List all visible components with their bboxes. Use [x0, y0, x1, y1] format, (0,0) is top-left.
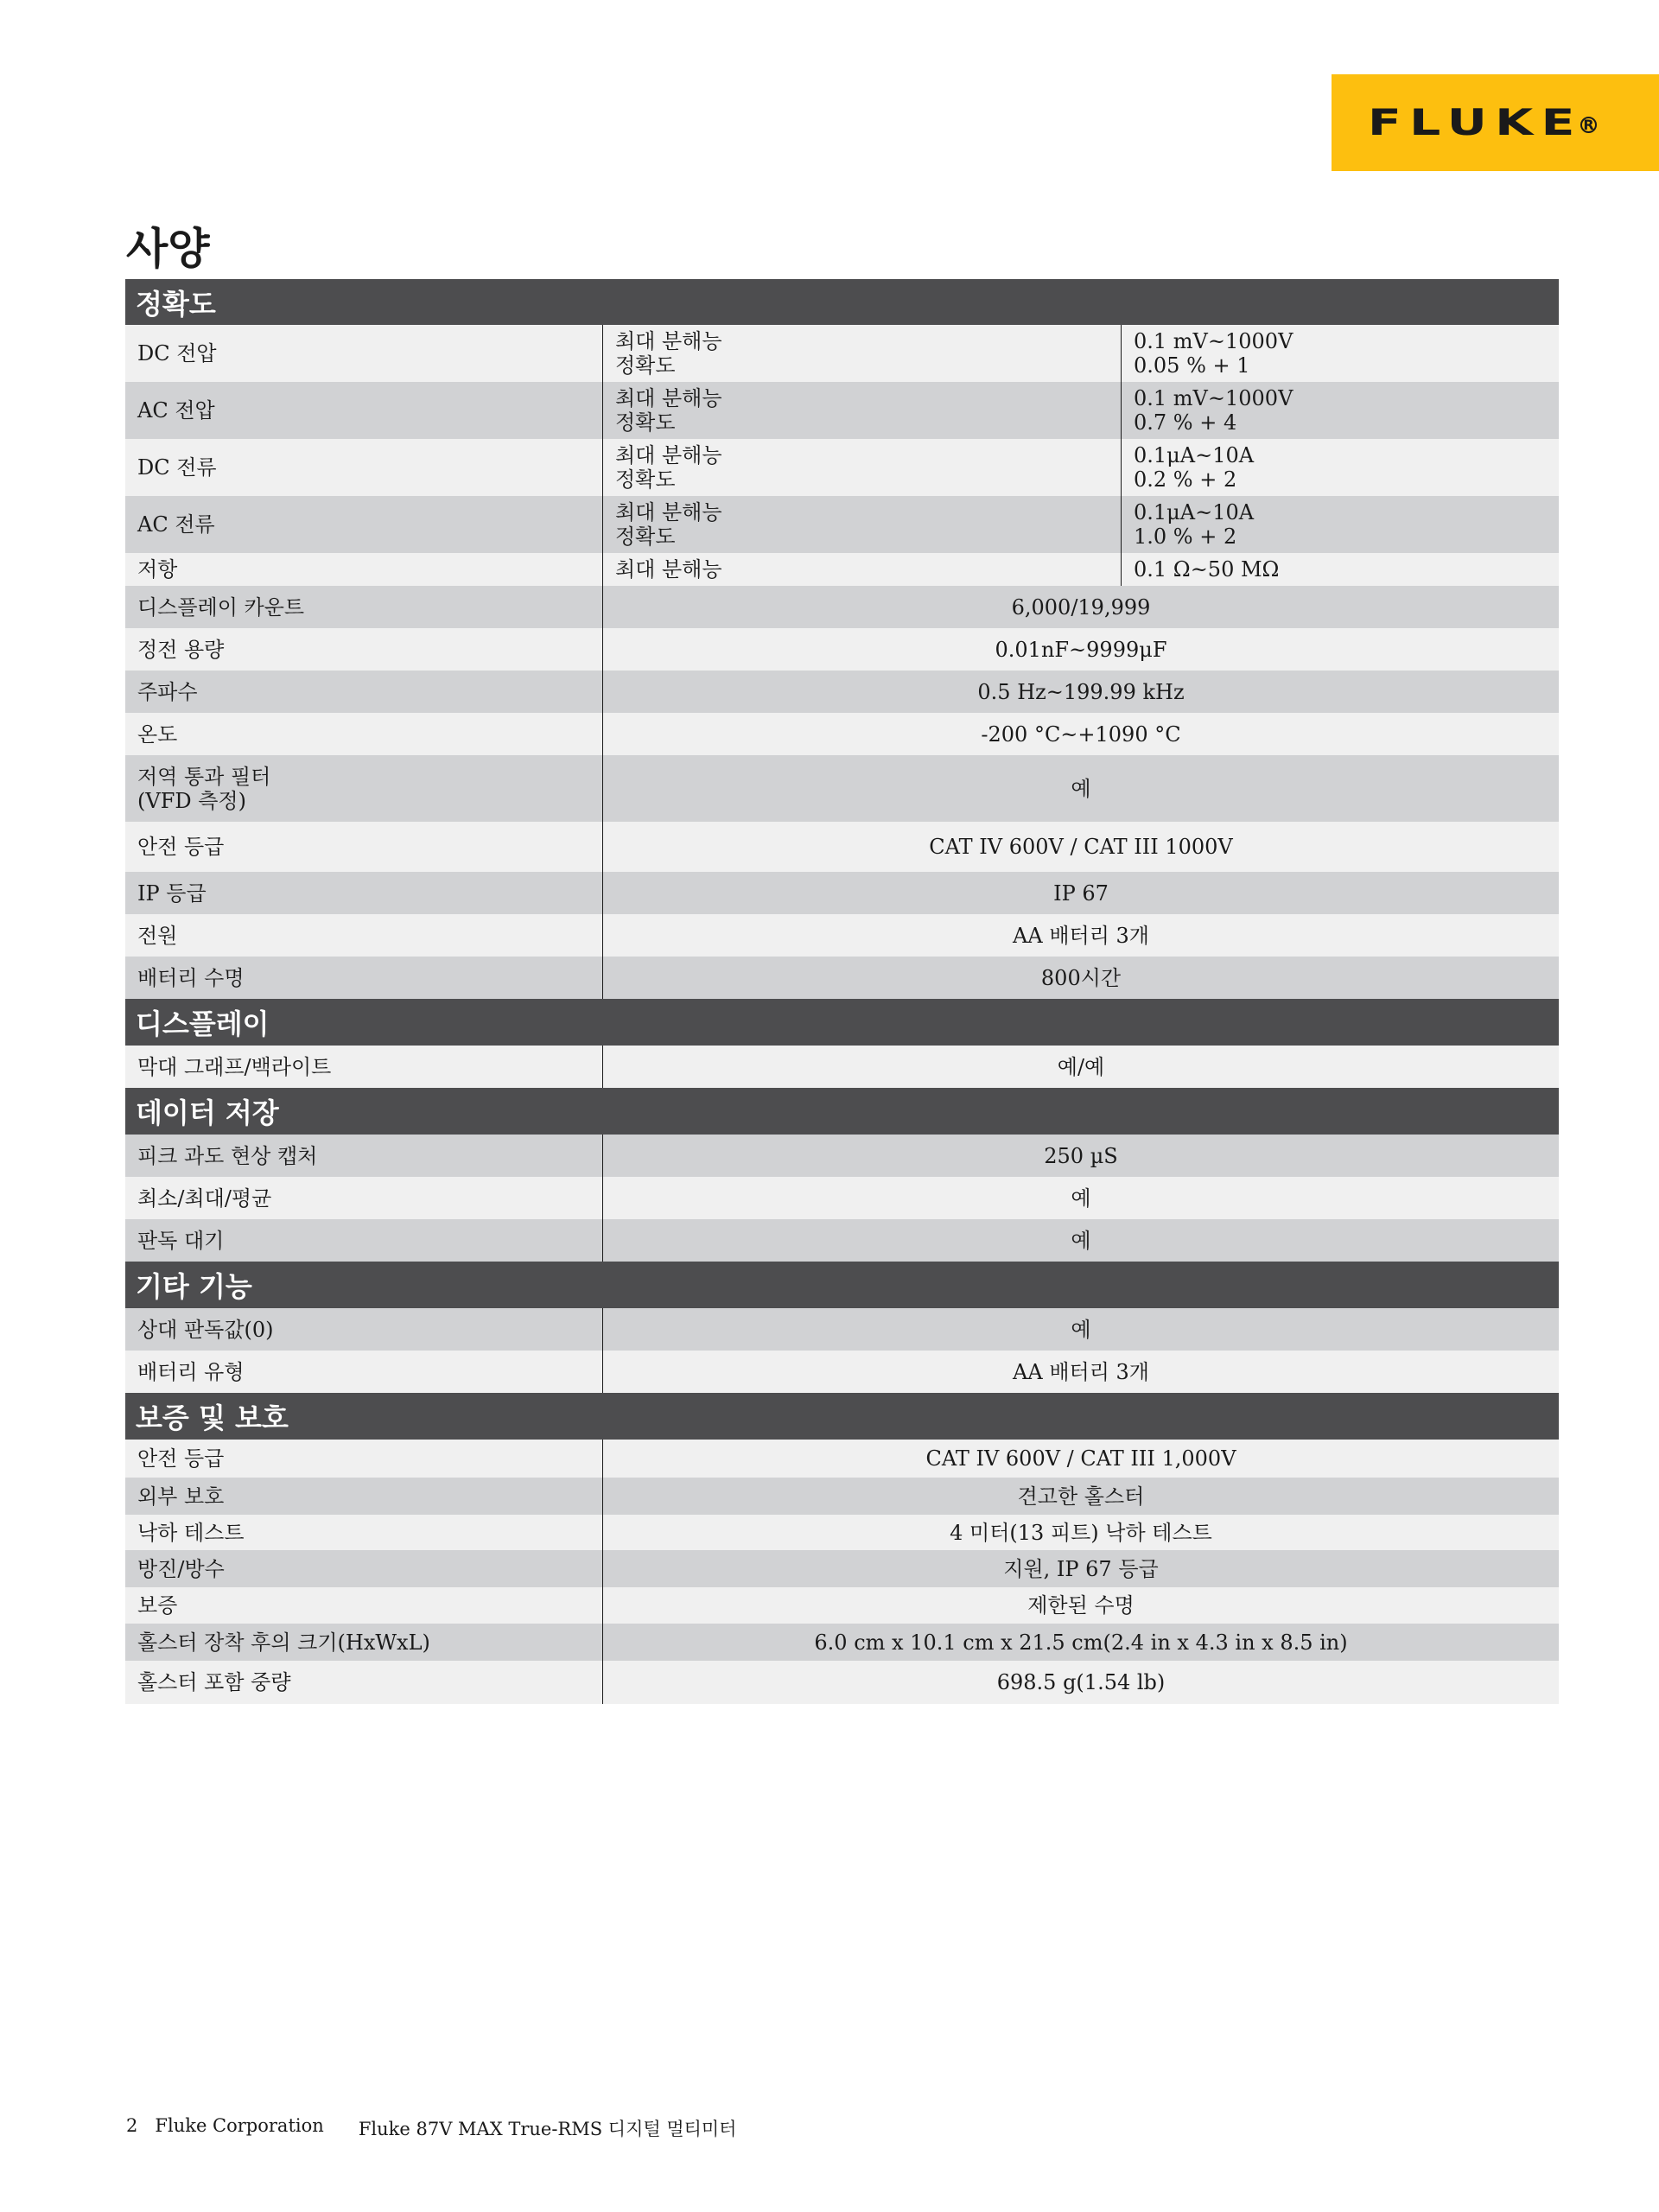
table-row	[125, 1440, 1559, 1478]
sub-label: 정확도	[615, 467, 676, 492]
brand-name: FLUKE	[1368, 101, 1583, 143]
table-row	[125, 755, 1559, 822]
table-row	[125, 439, 1559, 496]
table-row	[125, 586, 1559, 628]
row-label-line: (VFD 측정)	[137, 788, 246, 813]
table-row	[125, 496, 1559, 553]
row-value: 제한된 수명	[1027, 1593, 1135, 1618]
table-row	[125, 553, 1559, 586]
sub-label: 정확도	[615, 353, 676, 378]
row-label: AC 전압	[125, 382, 603, 439]
section-header-data-storage: 데이터 저장	[125, 1088, 1559, 1135]
row-sublabels	[603, 439, 1122, 496]
row-value: AA 배터리 3개	[1013, 1359, 1149, 1384]
footer-company: Fluke Corporation	[155, 2115, 324, 2136]
row-sublabels	[603, 553, 1122, 586]
row-label: 보증	[125, 1587, 603, 1624]
table-row	[125, 822, 1559, 872]
table-row	[125, 1624, 1559, 1661]
row-value: 예	[1071, 1317, 1091, 1342]
row-label: 배터리 유형	[125, 1351, 603, 1393]
table-row	[125, 325, 1559, 382]
section-header-accuracy: 정확도	[125, 279, 1559, 325]
sub-value: 0.1μA~10A	[1134, 500, 1255, 524]
table-row	[125, 1135, 1559, 1177]
page-title: 사양	[126, 224, 210, 274]
row-value: AA 배터리 3개	[1013, 923, 1149, 948]
row-label: 배터리 수명	[125, 957, 603, 999]
table-row	[125, 1515, 1559, 1550]
row-value: 예	[1071, 1228, 1091, 1253]
sub-value: 1.0 % + 2	[1134, 524, 1237, 549]
row-label: DC 전압	[125, 325, 603, 382]
row-value: 800시간	[1040, 965, 1122, 990]
row-value: 예/예	[1057, 1054, 1105, 1079]
row-label: 홀스터 장착 후의 크기(HxWxL)	[125, 1624, 603, 1661]
row-values	[1122, 553, 1559, 586]
row-value: 6,000/19,999	[1011, 594, 1151, 620]
table-row	[125, 1351, 1559, 1393]
row-sublabels	[603, 382, 1122, 439]
table-row	[125, 1661, 1559, 1704]
table-row	[125, 914, 1559, 957]
row-value: 예	[1071, 776, 1091, 801]
row-label: 상대 판독값(0)	[125, 1308, 603, 1351]
row-value: 4 미터(13 피트) 낙하 테스트	[950, 1520, 1212, 1545]
sub-value: 0.2 % + 2	[1134, 467, 1237, 492]
sub-label: 최대 분해능	[615, 557, 722, 582]
page-number: 2	[126, 2115, 138, 2136]
row-label: 피크 과도 현상 캡처	[125, 1135, 603, 1177]
row-label: 정전 용량	[125, 628, 603, 671]
row-values	[1122, 439, 1559, 496]
row-label: IP 등급	[125, 872, 603, 914]
sub-value: 0.1 mV~1000V	[1134, 386, 1294, 410]
sub-value: 0.1 mV~1000V	[1134, 329, 1294, 353]
row-value: -200 °C~+1090 °C	[981, 721, 1181, 747]
sub-label: 최대 분해능	[615, 329, 722, 353]
sub-label: 최대 분해능	[615, 443, 722, 467]
row-label: 온도	[125, 713, 603, 755]
row-label: 낙하 테스트	[125, 1515, 603, 1550]
row-value: CAT IV 600V / CAT III 1000V	[929, 835, 1233, 859]
fluke-logo	[1332, 74, 1659, 171]
sub-value: 0.1 Ω~50 MΩ	[1134, 557, 1280, 582]
row-value: 698.5 g(1.54 lb)	[996, 1670, 1166, 1694]
row-label: 방진/방수	[125, 1550, 603, 1587]
sub-value: 0.7 % + 4	[1134, 410, 1237, 435]
row-label-line: 저역 통과 필터	[137, 764, 271, 789]
row-label: 안전 등급	[125, 822, 603, 872]
table-row	[125, 382, 1559, 439]
row-label: DC 전류	[125, 439, 603, 496]
sub-label: 최대 분해능	[615, 500, 722, 524]
sub-label: 최대 분해능	[615, 386, 722, 410]
row-values	[1122, 325, 1559, 382]
row-sublabels	[603, 496, 1122, 553]
row-label: 외부 보호	[125, 1478, 603, 1515]
table-row	[125, 1219, 1559, 1262]
row-label: 안전 등급	[125, 1440, 603, 1478]
row-value: CAT IV 600V / CAT III 1,000V	[925, 1446, 1236, 1471]
row-sublabels	[603, 325, 1122, 382]
sub-label: 정확도	[615, 410, 676, 435]
row-value: IP 67	[1053, 880, 1109, 906]
row-values	[1122, 496, 1559, 553]
row-value: 견고한 홀스터	[1017, 1484, 1145, 1509]
section-header-warranty: 보증 및 보호	[125, 1393, 1559, 1440]
sub-value: 0.1μA~10A	[1134, 443, 1255, 467]
footer-document-title: Fluke 87V MAX True-RMS 디지털 멀티미터	[358, 2119, 737, 2139]
table-row	[125, 713, 1559, 755]
spec-table	[125, 279, 1559, 1704]
row-value: 6.0 cm x 10.1 cm x 21.5 cm(2.4 in x 4.3 in x 8.5 in)	[814, 1630, 1348, 1655]
row-label: 주파수	[125, 671, 603, 713]
table-row	[125, 1308, 1559, 1351]
table-row	[125, 872, 1559, 914]
row-values	[1122, 382, 1559, 439]
table-row	[125, 1046, 1559, 1088]
table-row	[125, 628, 1559, 671]
row-label: AC 전류	[125, 496, 603, 553]
table-row	[125, 1587, 1559, 1624]
sub-value: 0.05 % + 1	[1134, 353, 1250, 378]
section-header-other: 기타 기능	[125, 1262, 1559, 1308]
table-row	[125, 1177, 1559, 1219]
row-value: 예	[1071, 1185, 1091, 1211]
table-row	[125, 957, 1559, 999]
row-label: 전원	[125, 914, 603, 957]
row-label: 홀스터 포함 중량	[125, 1661, 603, 1704]
table-row	[125, 1550, 1559, 1587]
row-label: 디스플레이 카운트	[125, 586, 603, 628]
table-row	[125, 671, 1559, 713]
row-value: 250 µS	[1044, 1143, 1118, 1168]
sub-label: 정확도	[615, 524, 676, 549]
row-label	[125, 755, 603, 822]
row-value: 0.01nF~9999μF	[995, 637, 1167, 662]
section-header-display: 디스플레이	[125, 999, 1559, 1046]
row-value: 0.5 Hz~199.99 kHz	[977, 679, 1185, 704]
row-value: 지원, IP 67 등급	[1003, 1556, 1159, 1581]
page-footer	[126, 2115, 736, 2141]
row-label: 최소/최대/평균	[125, 1177, 603, 1219]
row-label: 막대 그래프/백라이트	[125, 1046, 603, 1088]
row-label: 저항	[125, 553, 603, 586]
registered-mark: R	[1580, 117, 1597, 133]
table-row	[125, 1478, 1559, 1515]
row-label: 판독 대기	[125, 1219, 603, 1262]
